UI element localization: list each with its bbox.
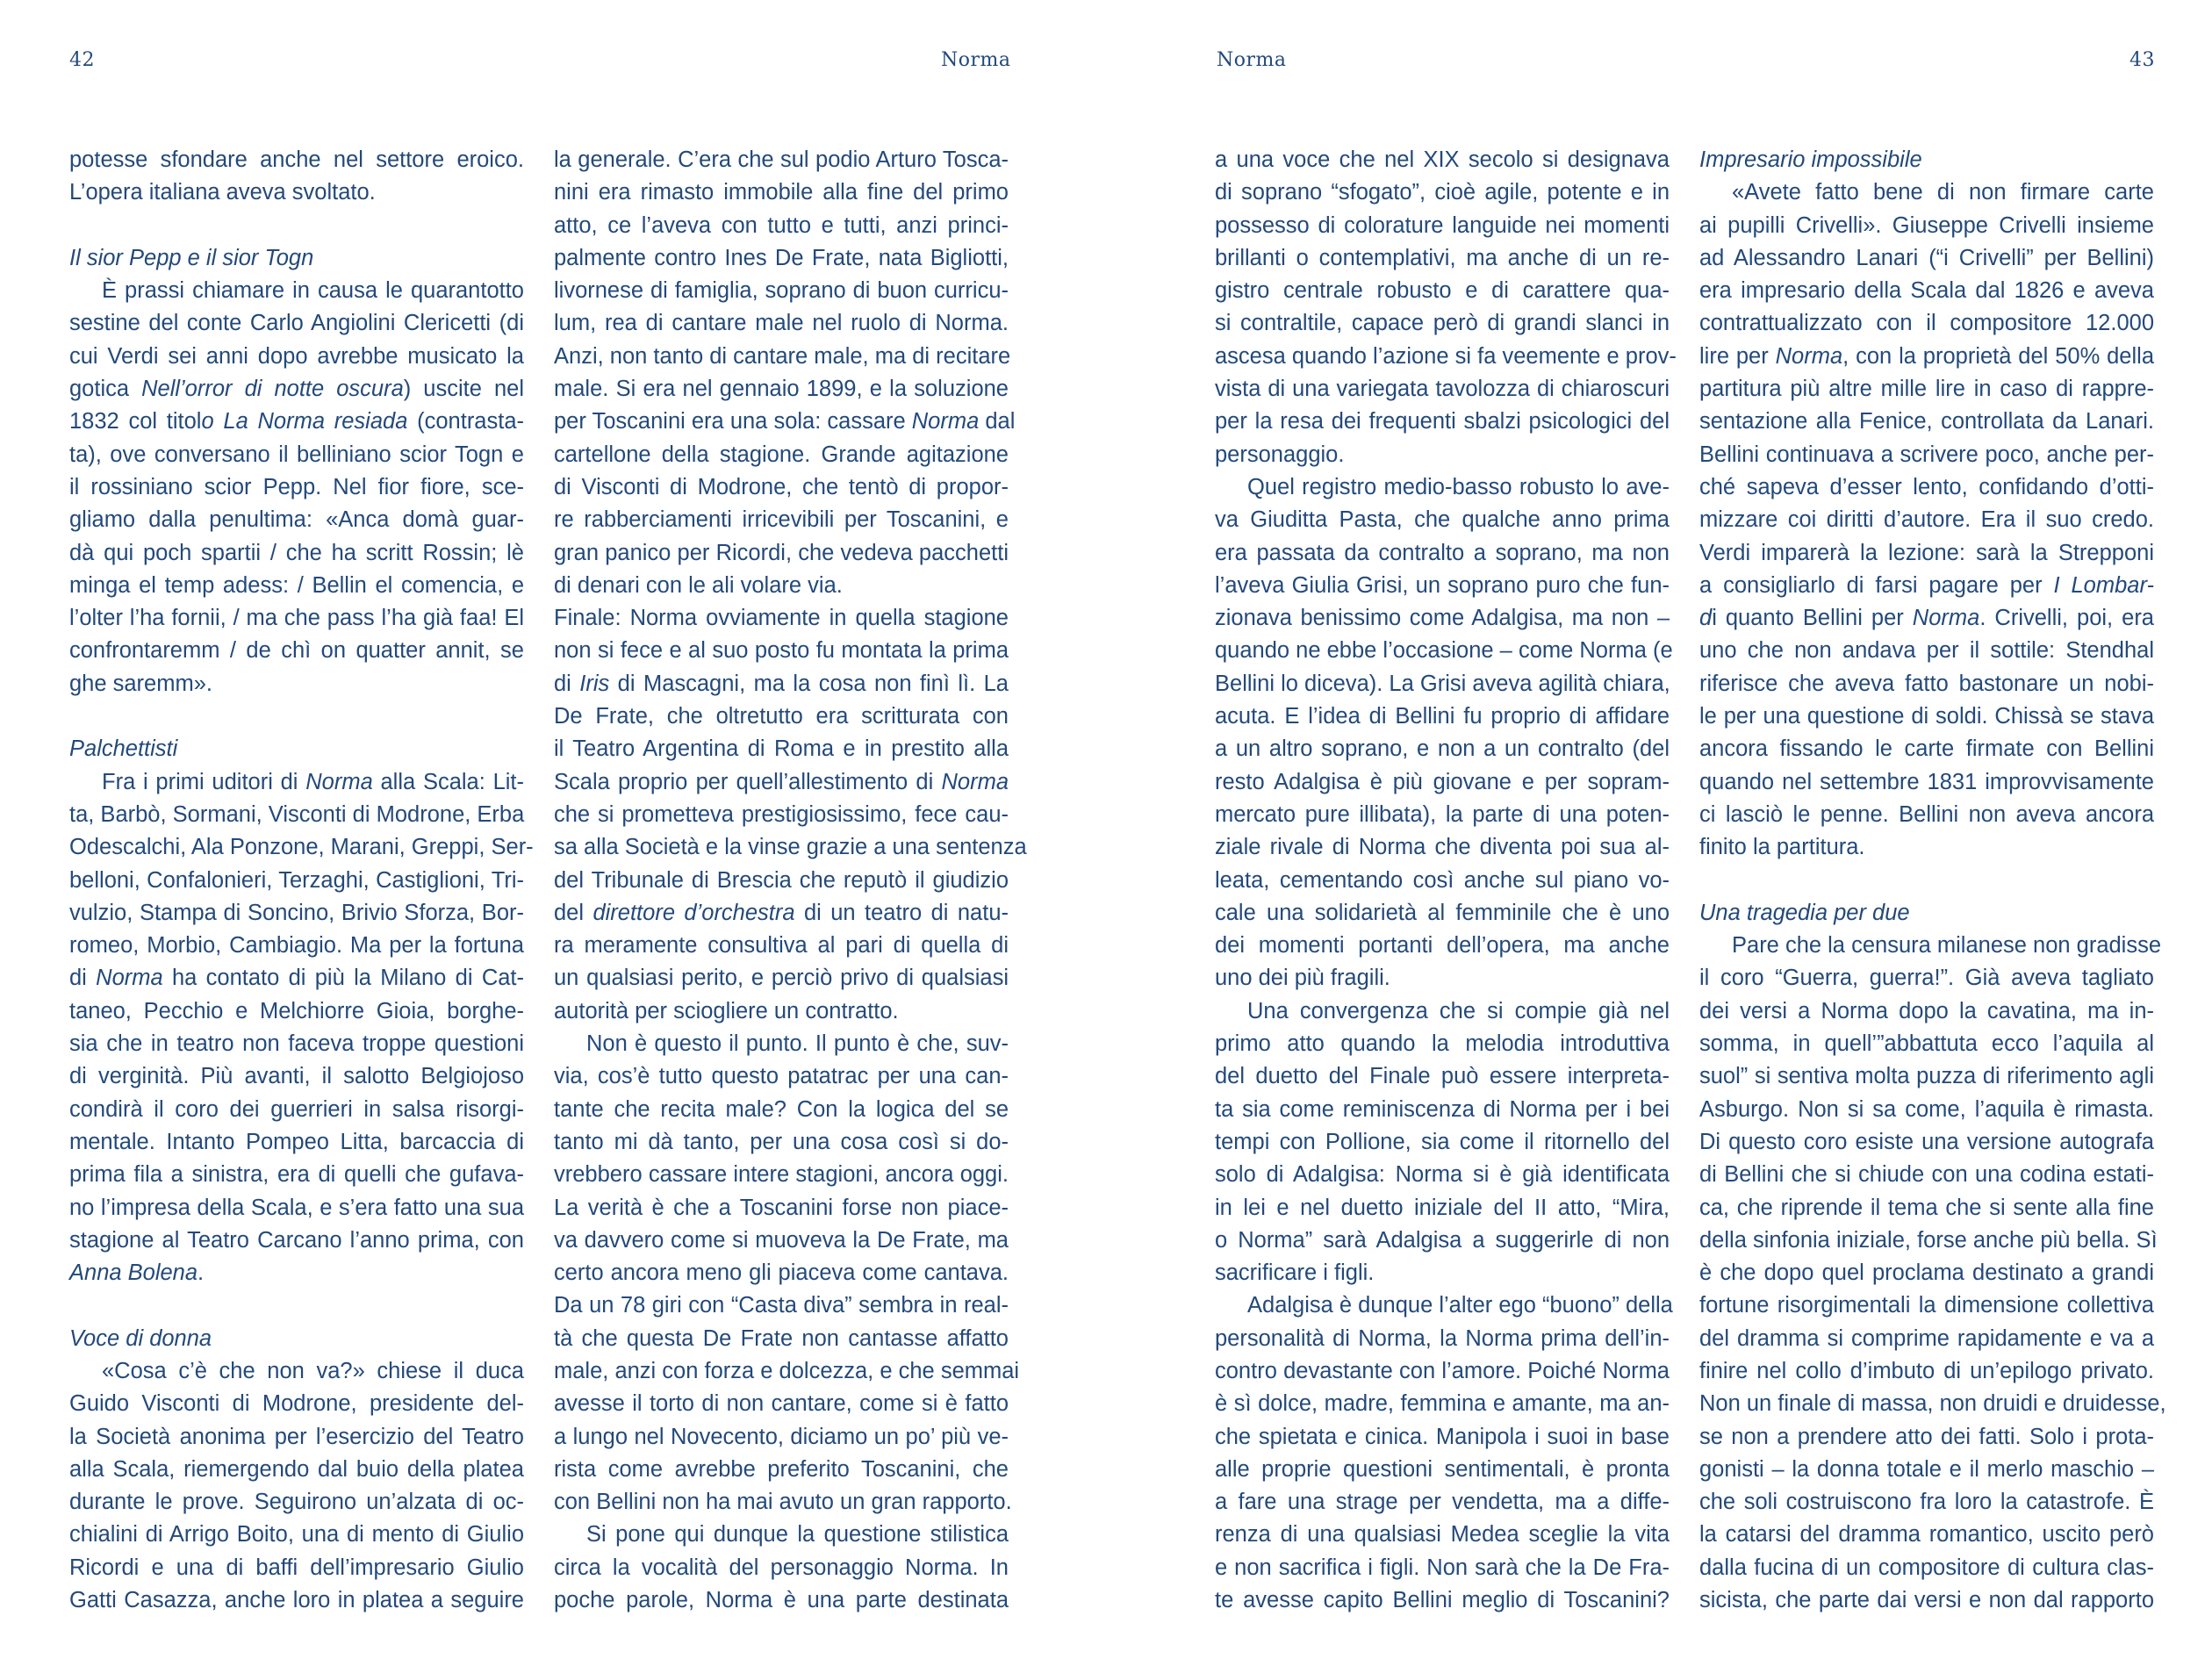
running-head-right: Norma (1217, 49, 1287, 71)
text-line: ziale rivale di Norma che diventa poi sua al- (1215, 835, 1670, 860)
text-line: Anna Bolena. (69, 1260, 205, 1286)
text-line: sentazione alla Fenice, controllata da Lanari. (1699, 409, 2154, 434)
text-line: brillanti o contemplativi, ma anche di un re- (1215, 245, 1670, 270)
section-subheading: Il sior Pepp e il sior Togn (69, 245, 314, 270)
text-line: va davvero come si muoveva la De Frate, ma (554, 1227, 1009, 1253)
text-line: lum, rea di cantare male nel ruolo di Norma. (554, 311, 1009, 336)
text-line: di verginità. Più avanti, il salotto Belgiojoso (69, 1064, 524, 1089)
text-line: ci lasciò le penne. Bellini non aveva ancora (1699, 801, 2154, 827)
text-line: alle proprie questioni sentimentali, è pronta (1215, 1456, 1670, 1482)
text-line: un qualsiasi perito, e perciò privo di qualsiasi (554, 966, 1009, 991)
text-line: «Cosa c’è che non va?» chiese il duca (102, 1358, 524, 1383)
text-line: dei versi a Norma dopo la cavatina, ma in- (1699, 998, 2154, 1023)
text-line: ta), ove conversano il belliniano scior Togn e (69, 442, 524, 467)
text-line: di Visconti di Modrone, che tentò di propor- (554, 474, 1009, 499)
text-line: ascesa quando l’azione si fa veemente e prov- (1215, 343, 1677, 369)
text-line: È prassi chiamare in causa le quarantotto (102, 278, 524, 304)
text-line: suol” si sentiva molta puzza di riferimento agli (1699, 1064, 2154, 1089)
text-line: tante che recita male? Con la logica del se (554, 1096, 1009, 1122)
text-line: cale una solidarietà al femminile che è uno (1215, 900, 1670, 925)
text-line: mizzare coi diritti d’autore. Era il suo credo. (1699, 507, 2154, 533)
text-line: in lei e nel duetto iniziale del II atto, “Mira, (1215, 1195, 1670, 1220)
text-line: Quel registro medio-basso robusto lo ave- (1247, 474, 1670, 499)
text-line: acuta. E l’idea di Bellini fu proprio di affidare (1215, 704, 1670, 729)
text-line: tempi con Pollione, sia come il ritornello del (1215, 1129, 1670, 1154)
text-line: o Norma” sarà Adalgisa a suggerirle di non (1215, 1227, 1670, 1253)
text-line: autorità per sciogliere un contratto. (554, 998, 899, 1023)
text-line: Di questo coro esiste una versione autografa (1699, 1129, 2154, 1154)
text-line: minga el temp adess: / Bellin el comencia, e (69, 572, 524, 598)
text-line: ta, Barbò, Sormani, Visconti di Modrone, Erba (69, 801, 525, 827)
text-line: il rossiniano scior Pepp. Nel fior fiore, sce- (69, 474, 524, 499)
text-column-4 (1699, 144, 2166, 1617)
text-line: la catarsi del dramma romantico, uscito però (1699, 1522, 2154, 1548)
text-line: zionava benissimo come Adalgisa, ma non – (1215, 606, 1670, 631)
text-line: quando ne ebbe l’occasione – come Norma (e (1215, 638, 1673, 664)
text-line: gonisti – la donna totale e il merlo maschio – (1699, 1456, 2154, 1482)
text-line: di Bellini che si chiude con una codina estati- (1699, 1162, 2154, 1188)
text-line: di Iris di Mascagni, ma la cosa non finì lì. La (554, 671, 1009, 696)
text-line: durante le prove. Seguirono un’alzata di oc- (69, 1490, 524, 1515)
page-number-right: 43 (2129, 49, 2155, 71)
text-line: te avesse capito Bellini meglio di Toscanini? (1215, 1588, 1670, 1613)
text-line: avesse il torto di non cantare, come si è fatto (554, 1391, 1009, 1417)
text-line: uno dei più fragili. (1215, 966, 1390, 991)
text-line: no l’impresa della Scala, e s’era fatto una sua (69, 1195, 524, 1220)
text-line: vista di una variegata tavolozza di chiaroscuri (1215, 377, 1670, 402)
text-line: era passata da contralto a soprano, ma non (1215, 540, 1670, 565)
text-line: a un altro soprano, e non a un contralto (del (1215, 736, 1670, 762)
text-line: sa alla Società e la vinse grazie a una sentenza (554, 835, 1027, 860)
text-line: dalla fucina di un compositore di cultura clas- (1699, 1555, 2154, 1580)
text-line: possesso di colorature languide nei momenti (1215, 212, 1670, 238)
text-line: tanto mi dà tanto, per una cosa così si do- (554, 1129, 1009, 1154)
text-line: partitura più altre mille lire in caso di rappre- (1699, 377, 2154, 402)
text-line: gliamo dalla penultima: «Anca domà guar- (69, 507, 524, 533)
text-line: a una voce che nel XIX secolo si designava (1215, 147, 1670, 172)
text-line: gotica Nell’orror di notte oscura) uscite nel (69, 377, 524, 402)
text-line: riferisce che aveva fatto bastonare un nobi- (1699, 671, 2154, 696)
text-line: contrattualizzato con il compositore 12.000 (1699, 311, 2154, 336)
text-line: lire per Norma, con la proprietà del 50% della (1699, 343, 2154, 369)
text-line: re rabberciamenti irricevibili per Toscanini, e (554, 507, 1009, 533)
text-line: uno che non andava per il sottile: Stendhal (1699, 638, 2154, 664)
text-line: se non a prendere atto dei fatti. Solo i prota- (1699, 1424, 2154, 1449)
text-line: ad Alessandro Lanari (“i Crivelli” per Bellini) (1699, 245, 2154, 270)
text-line: prima fila a sinistra, era di quelli che gufava- (69, 1162, 524, 1188)
text-line: il Teatro Argentina di Roma e in prestito alla (554, 736, 1009, 762)
section-subheading: Palchettisti (69, 736, 178, 762)
text-line: le per una questione di soldi. Chissà se stava (1699, 704, 2154, 729)
text-line: e non sacrifica i figli. Non sarà che la De Fra- (1215, 1555, 1670, 1580)
text-line: l’aveva Giulia Grisi, un soprano puro che fun- (1215, 572, 1670, 598)
text-line: dà qui poch spartii / che ha scritt Rossin; lè (69, 540, 524, 565)
section-gap (1699, 865, 2154, 897)
text-line: resto Adalgisa è più giovane e per sopram- (1215, 769, 1670, 794)
text-line: belloni, Confalonieri, Terzaghi, Castiglioni, Tri- (69, 867, 524, 893)
text-line: romeo, Morbio, Cambiagio. Ma per la fortuna (69, 933, 524, 959)
text-line: Bellini continuava a scrivere poco, anche per- (1699, 442, 2154, 467)
text-line: del duetto del Finale può essere interpreta- (1215, 1064, 1670, 1089)
text-line: somma, in quell’”abbattuta ecco l’aquila al (1699, 1031, 2154, 1057)
text-line: ra meramente consultiva al pari di quella di (554, 933, 1009, 959)
text-line: alla Scala, riemergendo dal buio della platea (69, 1456, 524, 1482)
text-line: ai pupilli Crivelli». Giuseppe Crivelli insieme (1699, 212, 2154, 238)
text-line: Adalgisa è dunque l’alter ego “buono” della (1247, 1293, 1673, 1318)
text-line: mercato pure illibata), la parte di una poten- (1215, 801, 1670, 827)
text-column-1 (69, 144, 534, 1617)
text-line: poche parole, Norma è una parte destinata (554, 1588, 1009, 1613)
text-line: non si fece e al suo posto fu montata la prima (554, 638, 1009, 664)
text-line: ghe saremm». (69, 671, 212, 696)
text-line: via, cos’è tutto questo patatrac per una can- (554, 1064, 1009, 1089)
text-line: va Giuditta Pasta, che qualche anno prima (1215, 507, 1670, 533)
text-line: cartellone della stagione. Grande agitazione (554, 442, 1009, 467)
text-line: quando nel settembre 1831 improvvisamente (1699, 769, 2154, 794)
section-gap (69, 700, 524, 733)
text-line: è che dopo quel proclama destinato a grandi (1699, 1260, 2154, 1286)
text-line: della sinfonia iniziale, forse anche più bella. Sì (1699, 1227, 2158, 1253)
text-line: vulzio, Stampa di Soncino, Brivio Sforza, Bor- (69, 900, 524, 925)
text-line: personaggio. (1215, 442, 1345, 467)
text-line: a fare una strage per vendetta, ma a diffe- (1215, 1490, 1670, 1515)
text-line: contro devastante con l’amore. Poiché Norma (1215, 1358, 1670, 1383)
text-line: chialini di Arrigo Boito, una di mento di Giulio (69, 1522, 524, 1548)
text-line: Fra i primi uditori di Norma alla Scala: Lit- (102, 769, 524, 794)
text-line: personalità di Norma, la Norma prima dell’in- (1215, 1325, 1670, 1351)
text-line: L’opera italiana aveva svoltato. (69, 180, 376, 205)
text-line: sacrificare i figli. (1215, 1260, 1375, 1286)
text-line: stagione al Teatro Carcano l’anno prima, con (69, 1227, 524, 1253)
text-line: condirà il coro dei guerrieri in salsa risorgi- (69, 1096, 524, 1122)
text-line: ta sia come reminiscenza di Norma per i bei (1215, 1096, 1670, 1122)
text-line: Si pone qui dunque la questione stilistica (586, 1522, 1009, 1548)
text-line: è sì dolce, madre, femmina e amante, ma an- (1215, 1391, 1670, 1417)
section-subheading: Impresario impossibile (1699, 147, 1922, 172)
text-line: finito la partitura. (1699, 835, 1865, 860)
text-line: con Bellini non ha mai avuto un gran rapporto. (554, 1490, 1012, 1515)
text-line: che spietata e cinica. Manipola i suoi in base (1215, 1424, 1670, 1449)
text-line: Finale: Norma ovviamente in quella stagione (554, 606, 1009, 631)
text-line: Pare che la censura milanese non gradisse (1732, 933, 2162, 959)
text-line: primo atto quando la melodia introduttiva (1215, 1031, 1670, 1057)
text-line: Ricordi e una di baffi dell’impresario Giulio (69, 1555, 524, 1580)
text-line: taneo, Pecchio e Melchiorre Gioia, borghe- (69, 998, 524, 1023)
text-line: di quanto Bellini per Norma. Crivelli, poi, era (1699, 606, 2154, 631)
text-line: che si prometteva prestigiosissimo, fece cau- (554, 801, 1009, 827)
text-line: Verdi imparerà la lezione: sarà la Strepponi (1699, 540, 2154, 565)
text-column-3 (1215, 144, 1677, 1617)
text-line: finire nel collo d’imbuto di un’epilogo privato. (1699, 1358, 2154, 1383)
text-line: per Toscanini era una sola: cassare Norma dal (554, 409, 1016, 434)
text-line: sicista, che parte dai versi e non dal rapporto (1699, 1588, 2154, 1613)
text-line: «Avete fatto bene di non firmare carte (1732, 180, 2154, 205)
text-line: cui Verdi sei anni dopo avrebbe musicato la (69, 343, 524, 369)
text-line: la Società anonima per l’esercizio del Teatro (69, 1424, 524, 1449)
text-line: Scala proprio per quell’allestimento di Norma (554, 769, 1009, 794)
text-line: di soprano “sfogato”, cioè agile, potente e in (1215, 180, 1670, 205)
section-subheading: Una tragedia per due (1699, 900, 1910, 925)
text-line: vrebbero cassare intere stagioni, ancora oggi. (554, 1162, 1009, 1188)
text-line: Non un finale di massa, non druidi e druidesse, (1699, 1391, 2166, 1417)
text-line: tà che questa De Frate non cantasse affatto (554, 1325, 1009, 1351)
text-line: De Frate, che oltretutto era scritturata con (554, 704, 1009, 729)
page-number-left: 42 (69, 49, 95, 71)
text-line: di Norma ha contato di più la Milano di Cat- (69, 966, 524, 991)
text-line: livornese di famiglia, soprano di buon curricu- (554, 278, 1009, 304)
text-line: mentale. Intanto Pompeo Litta, barcaccia di (69, 1129, 524, 1154)
text-line: Anzi, non tanto di cantare male, ma di recitare (554, 343, 1011, 369)
text-line: ché sapeva d’esser lento, confidando d’otti- (1699, 474, 2154, 499)
text-line: Bellini lo diceva). La Grisi aveva agilità chiara, (1215, 671, 1670, 696)
text-line: per la resa dei frequenti sbalzi psicologici del (1215, 409, 1670, 434)
text-line: Da un 78 giri con “Casta diva” sembra in real- (554, 1293, 1009, 1318)
text-line: ancora fissando le carte firmate con Bellini (1699, 736, 2154, 762)
text-line: circa la vocalità del personaggio Norma. In (554, 1555, 1009, 1580)
section-subheading: Voce di donna (69, 1325, 212, 1351)
text-line: Odescalchi, Ala Ponzone, Marani, Greppi, Ser- (69, 835, 534, 860)
text-line: Una convergenza che si compie già nel (1247, 998, 1670, 1023)
text-line: atto, ce l’aveva con tutto e tutti, anzi princi- (554, 212, 1009, 238)
text-line: Non è questo il punto. Il punto è che, suv- (586, 1031, 1009, 1057)
text-line: il coro “Guerra, guerra!”. Già aveva tagliato (1699, 966, 2154, 991)
text-line: certo ancora meno gli piaceva come cantava. (554, 1260, 1009, 1286)
text-line: La verità è che a Toscanini forse non piace- (554, 1195, 1009, 1220)
text-line: rista come avrebbe preferito Toscanini, che (554, 1456, 1009, 1482)
text-line: di denari con le ali volare via. (554, 572, 843, 598)
text-line: renza di una qualsiasi Medea sceglie la vita (1215, 1522, 1670, 1548)
text-line: solo di Adalgisa: Norma si è già identificata (1215, 1162, 1670, 1188)
text-line: la generale. C’era che sul podio Arturo Tosca- (554, 147, 1009, 172)
section-gap (69, 1289, 524, 1322)
text-line: male. Si era nel gennaio 1899, e la soluzione (554, 377, 1009, 402)
running-head-left: Norma (941, 49, 1011, 71)
text-line: 1832 col titolo La Norma resiada (contrasta- (69, 409, 524, 434)
text-line: nini era rimasto immobile alla fine del primo (554, 180, 1009, 205)
text-line: palmente contro Ines De Frate, nata Bigliotti, (554, 245, 1009, 270)
text-line: era impresario della Scala dal 1826 e aveva (1699, 278, 2154, 304)
text-line: del direttore d’orchestra di un teatro di natu- (554, 900, 1009, 925)
text-line: ca, che riprende il tema che si sente alla fine (1699, 1195, 2154, 1220)
text-line: del dramma si comprime rapidamente e va a (1699, 1325, 2154, 1351)
text-line: fortune risorgimentali la dimensione collettiva (1699, 1293, 2154, 1318)
text-line: si contraltile, capace però di grandi slanci in (1215, 311, 1670, 336)
text-line: gistro centrale robusto e di carattere qua- (1215, 278, 1670, 304)
text-line: dei momenti portanti dell’opera, ma anche (1215, 933, 1670, 959)
text-line: gran panico per Ricordi, che vedeva pacchetti (554, 540, 1009, 565)
text-line: Guido Visconti di Modrone, presidente del- (69, 1391, 524, 1417)
text-line: Gatti Casazza, anche loro in platea a seguire (69, 1588, 524, 1613)
text-line: l’olter l’ha fornii, / ma che pass l’ha già faa! El (69, 606, 524, 631)
text-line: a lungo nel Novecento, diciamo un po’ più ve- (554, 1424, 1009, 1449)
section-gap (69, 210, 524, 242)
text-column-2 (554, 144, 1027, 1617)
text-line: che soli costruiscono fra loro la catastrofe. È (1699, 1490, 2154, 1515)
text-line: male, anzi con forza e dolcezza, e che semmai (554, 1358, 1020, 1383)
text-line: Asburgo. Non si sa come, l’aquila è rimasta. (1699, 1096, 2154, 1122)
text-line: potesse sfondare anche nel settore eroico. (69, 147, 524, 172)
text-line: leata, cementando così anche sul piano vo- (1215, 867, 1670, 893)
text-line: a consigliarlo di farsi pagare per I Lombar- (1699, 572, 2154, 598)
text-line: del Tribunale di Brescia che reputò il giudizio (554, 867, 1009, 893)
text-line: sia che in teatro non faceva troppe questioni (69, 1031, 524, 1057)
text-line: confrontaremm / de chì on quatter annit, se (69, 638, 524, 664)
text-line: sestine del conte Carlo Angiolini Clericetti (di (69, 311, 524, 336)
